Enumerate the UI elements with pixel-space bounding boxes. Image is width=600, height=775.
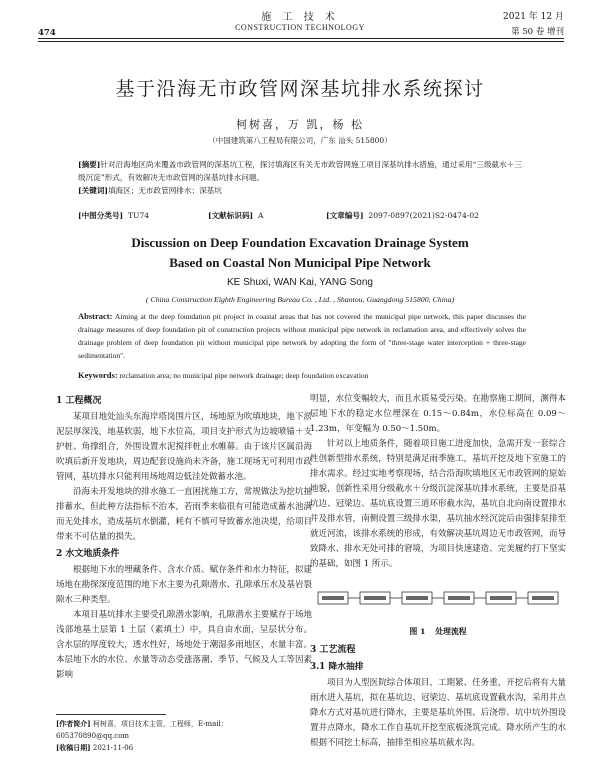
section-3-heading: 3 工艺流程 xyxy=(310,645,356,655)
issue-date: 2021 年 12 月 xyxy=(503,12,564,22)
keywords-cn-label: [关键词] xyxy=(78,186,108,195)
body-column-right xyxy=(310,392,566,751)
body-column-left xyxy=(56,392,312,683)
article-title-cn: 基于沿海无市政管网深基坑排水系统探讨 xyxy=(115,78,485,100)
flow-box-fill xyxy=(364,596,386,600)
header-rule-thin xyxy=(38,41,564,42)
page-number: 474 xyxy=(38,28,56,38)
page-header xyxy=(0,0,600,40)
abstract-cn xyxy=(78,158,526,197)
figure-1-caption xyxy=(310,624,566,639)
clc-field: [中图分类号] TU74 xyxy=(78,211,150,220)
abstract-en xyxy=(78,310,526,362)
journal-title-cn: 施 工 技 术 xyxy=(261,12,339,23)
section-2-paragraph-1: 根据地下水的埋藏条件、含水介质、赋存条件和水力特征，拟建场地在勘探深度范围的地下水主要为孔隙潜水、孔隙承压水及基岩裂隙水三种类型。 xyxy=(56,565,312,605)
author-bio: [作者简介] 柯树喜，项目技术主管，工程师，E-mail：605370890@qq.com xyxy=(56,719,228,740)
affiliation-cn: （中国建筑第八工程局有限公司，广东 汕头 515800） xyxy=(208,136,392,145)
journal-title-en: CONSTRUCTION TECHNOLOGY xyxy=(235,23,365,32)
figure-1 xyxy=(310,578,566,622)
authors-en: KE Shuxi, WAN Kai, YANG Song xyxy=(227,277,373,288)
footnote-rule xyxy=(56,714,166,715)
article-title-en xyxy=(0,233,600,273)
flow-box-fill xyxy=(490,596,512,600)
figure-label: 图 1 xyxy=(409,627,426,636)
flow-box-fill xyxy=(532,596,554,600)
section-2-paragraph-2: 本项目基坑排水主要受孔隙潜水影响，孔隙潜水主要赋存于场地浅部地基土层第 1 土层（素填土）中，具自由水面，呈层状分布。含水层的厚度较大，透水性好，场地处于潮湿多雨地区，水量丰富。本层地下水的水位、水量等动态受涨落潮、季节、气候及人工等因素影响 xyxy=(56,610,312,680)
title-en-line-1: Discussion on Deep Foundation Excavation Drainage System xyxy=(131,235,469,250)
title-en-line-2: Based on Coastal Non Municipal Pipe Network xyxy=(169,255,431,270)
process-flow-diagram xyxy=(316,584,560,614)
section-2-continuation: 明显，水位变幅较大，而且水质易受污染。在勘察施工期间，测得本层地下水的稳定水位埋深在 0.15～0.84m，水位标高在 0.09～1.23m，年变幅为 0.50～1.50m。 xyxy=(310,394,566,434)
section-2-paragraph-3: 针对以上地质条件，随着项目施工进度加快，急需开发一套综合性创新型排水系统，特别是满足雨季施工，基坑开挖及地下室施工的排水需求。经过实地考察现场，结合沿海吹填地区无市政管网的原始地貌，创新性采用分级截水＋分级沉淀深基坑排水系统，主要是沿基坑边、冠梁边、基坑底设置三道环形截水沟，基坑自北向南设置排水井及排水管，南侧设置三级排水渠，基坑抽水经沉淀后由强排泵排至就近河流，该排水系统的形成，有效解决基坑周边无市政管网，而导致降水、排水无处可排的窘境，为项目快速建造、完美履约打下坚实的基础，如图 1 所示。 xyxy=(310,439,566,569)
received-date: [收稿日期] 2021-11-06 xyxy=(56,743,134,752)
flow-box-fill xyxy=(322,596,344,600)
flow-box-fill xyxy=(448,596,470,600)
keywords-cn-text: 填海区；无市政管网排水；深基坑 xyxy=(107,186,222,195)
abstract-cn-label: [摘要] xyxy=(78,160,101,169)
figure-caption-text: 处理流程 xyxy=(435,627,467,636)
section-1-heading: 1 工程概况 xyxy=(56,396,102,406)
keywords-en-label: Keywords: xyxy=(78,370,118,380)
affiliation-en: ( China Construction Eighth Engineering Bureau Co. , Ltd. , Shantou, Guangdong 515800, China) xyxy=(145,295,455,304)
abstract-en-label: Abstract: xyxy=(78,311,113,321)
abstract-en-text: Aiming at the deep foundation pit project in coastal areas that has not covered the municipal pipe network, this paper discusses the drainage measures of deep foundation pit of construction projects without municipal pipe network in reclamation area, and effectively solves the drainage problem of deep foundation pit without municipal pipe network by adopting the form of "three-stage water interception + three-stage sedimentation". xyxy=(78,312,526,360)
header-rule xyxy=(38,38,564,39)
footnote xyxy=(56,714,288,754)
keywords-en xyxy=(78,370,526,380)
section-3-1-paragraph: 项目为人型医院综合体项目，工期紧、任务重，开挖后将有大量雨水进入基坑，拟在基坑边、冠梁边、基坑底设置截水沟，采用井点降水方式对基坑进行降水，主要是基坑外围、后浇带、坑中坑外围设置井点降水，降水工作自基坑开挖至底板浇筑完成。降水所产生的水根据不同挖土标高，抽排至相应基坑截水沟。 xyxy=(310,678,566,748)
section-2-heading: 2 水文地质条件 xyxy=(56,549,120,559)
authors-cn: 柯树喜，万 凯，杨 松 xyxy=(236,118,364,131)
flow-box-fill xyxy=(406,596,428,600)
abstract-cn-text: 针对沿海地区尚未覆盖市政管网的深基坑工程，探讨填海区有关无市政管网施工项目深基坑排水措施，通过采用“三级截水＋三级沉淀”形式，有效解决无市政管网的深基坑排水问题。 xyxy=(78,160,522,182)
section-1-paragraph-1: 某项目地处汕头东海岸塔岗围片区，场地原为吹填地块，地下淤泥层厚深浅，地基软弱，地下水位高，项目支护形式为边坡喷锚＋支护桩、角撑组合，外围设置水泥搅拌桩止水帷幕。由于该片区属沿海吹填后新开发地块，周边配套设施尚未齐备，施工现场无可利用市政管网，基坑排水只能利用场地周边低洼处做蓄水池。 xyxy=(56,412,312,482)
section-3-1-heading: 3.1 降水抽排 xyxy=(310,662,364,672)
section-1-paragraph-2: 沿海未开发地块的排水施工一直困扰施工方，常规做法为挖坑抽排蓄水，但此种方法指标不治本，若雨季来临很有可能造成蓄水池满而无处排水，造成基坑水倒灌，耗有不慎可导致蓄水池决堤，给项目带来不可估量的损失。 xyxy=(56,487,312,542)
keywords-en-text: reclamation area; no municipal pipe network drainage; deep foundation excavation xyxy=(119,371,369,380)
article-id-field: [文章编号] 2097-0897(2021)S2-0474-02 xyxy=(326,211,480,220)
issue-volume: 第 50 卷 增刊 xyxy=(511,27,564,37)
doc-code-field: [文献标识码] A xyxy=(208,211,264,220)
